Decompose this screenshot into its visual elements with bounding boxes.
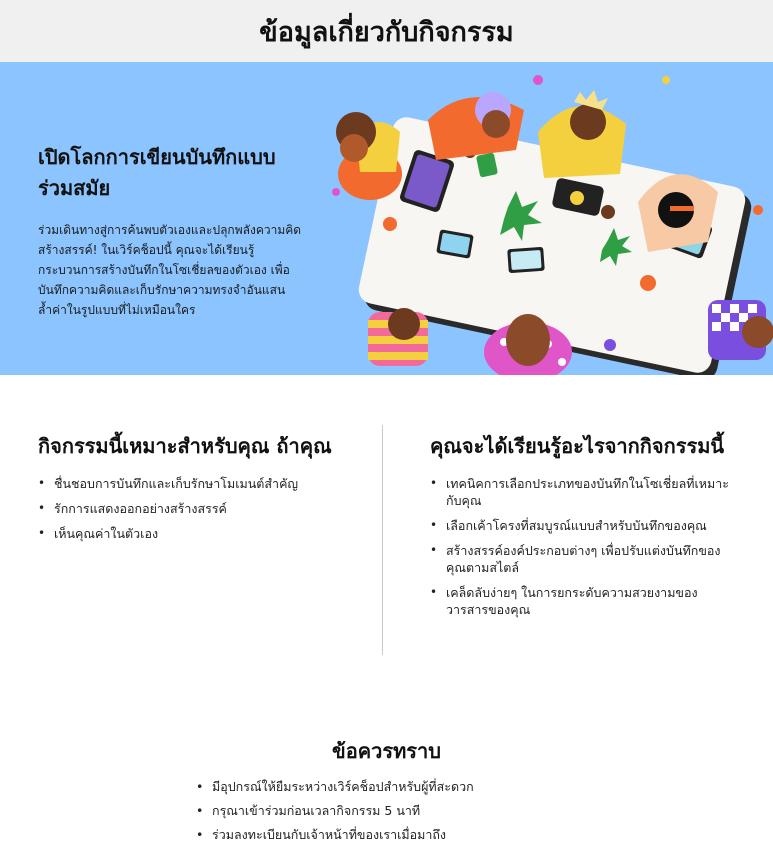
hero-text bbox=[38, 142, 308, 320]
list-item: • สร้างสรรค์องค์ประกอบต่างๆ เพื่อปรับแต่งบันทึกของคุณตามสไตล์ bbox=[430, 542, 730, 576]
list-item: • กรุณาเข้าร่วมก่อนเวลากิจกรรม 5 นาที bbox=[196, 803, 474, 819]
learn-list bbox=[430, 475, 730, 618]
page-title: ข้อมูลเกี่ยวกับกิจกรรม bbox=[259, 16, 514, 48]
list-item: • เลือกเค้าโครงที่สมบูรณ์แบบสำหรับบันทึกของคุณ bbox=[430, 517, 730, 534]
notes-section bbox=[0, 675, 773, 868]
list-item: • มีอุปกรณ์ให้ยืมระหว่างเวิร์คช็อปสำหรับผู้ที่สะดวก bbox=[196, 779, 474, 795]
info-columns bbox=[0, 375, 773, 675]
suitable-title: กิจกรรมนี้เหมาะสำหรับคุณ ถ้าคุณ bbox=[38, 434, 332, 458]
list-item: • รักการแสดงออกอย่างสร้างสรรค์ bbox=[38, 500, 338, 517]
column-divider bbox=[382, 425, 383, 655]
notes-list bbox=[196, 779, 474, 851]
hero-illustration bbox=[318, 62, 773, 375]
list-item: • เคล็ดลับง่ายๆ ในการยกระดับความสวยงามของวารสารของคุณ bbox=[430, 584, 730, 618]
hero-description: ร่วมเดินทางสู่การค้นพบตัวเองและปลุกพลังความคิดสร้างสรรค์! ในเวิร์คช็อปนี้ คุณจะได้เรียนรู้กระบวนการสร้างบันทึกในโซเชี่ยลของตัวเอง เพื่อบันทึกความคิดและเก็บรักษาความทรงจำอันแสนล้ำค่าในรูปแบบที่ไม่เหมือนใคร bbox=[38, 223, 302, 317]
list-item: • ร่วมลงทะเบียนกับเจ้าหน้าที่ของเราเมื่อมาถึง bbox=[196, 827, 474, 843]
suitable-list bbox=[38, 475, 338, 542]
page-header bbox=[0, 0, 773, 62]
learn-title: คุณจะได้เรียนรู้อะไรจากกิจกรรมนี้ bbox=[430, 434, 725, 458]
list-item: • เห็นคุณค่าในตัวเอง bbox=[38, 525, 338, 542]
learn-section bbox=[430, 431, 730, 626]
notes-title: ข้อควรทราบ bbox=[332, 739, 441, 763]
list-item: • เทคนิคการเลือกประเภทของบันทึกในโซเชี่ยลที่เหมาะกับคุณ bbox=[430, 475, 730, 509]
hero-banner bbox=[0, 62, 773, 375]
suitable-section bbox=[38, 431, 338, 550]
list-item: • ชื่นชอบการบันทึกและเก็บรักษาโมเมนต์สำคัญ bbox=[38, 475, 338, 492]
hero-title: เปิดโลกการเขียนบันทึกแบบร่วมสมัย bbox=[38, 145, 276, 200]
